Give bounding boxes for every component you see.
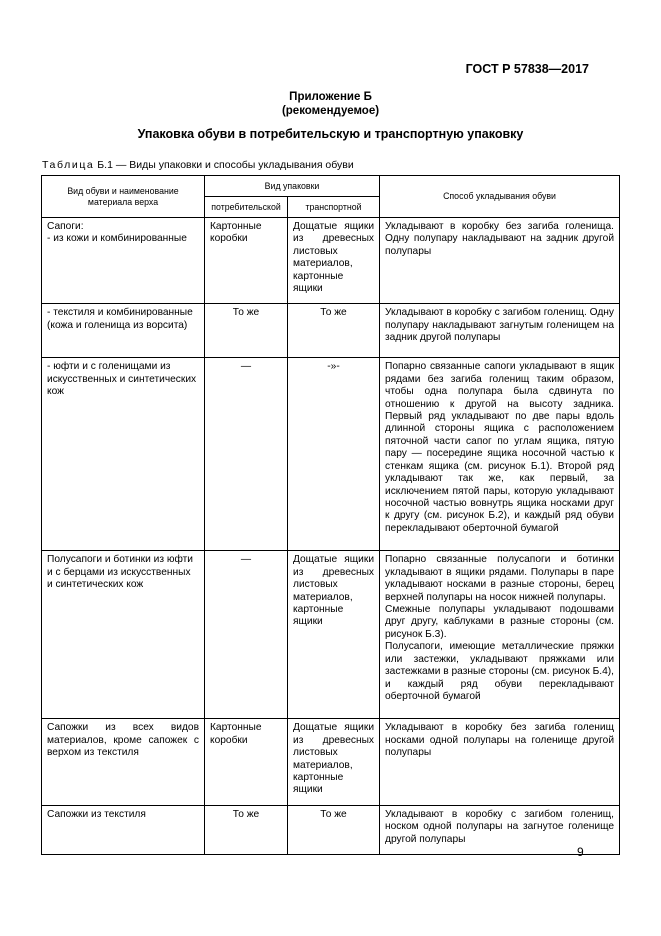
table-row bbox=[42, 719, 620, 805]
cell-transport: То же bbox=[288, 304, 380, 358]
table-row bbox=[42, 805, 620, 854]
cell-shoe-type: - юфти и с голенищами из искусственных и синтетических кож bbox=[42, 358, 205, 551]
table-caption bbox=[42, 159, 354, 171]
appendix-heading bbox=[0, 90, 661, 118]
cell-consumer: То же bbox=[205, 304, 288, 358]
table-row bbox=[42, 304, 620, 358]
header-method: Способ укладывания обуви bbox=[380, 176, 620, 218]
cell-consumer: Картонные коробки bbox=[205, 719, 288, 805]
table-caption-prefix: Таблица bbox=[42, 159, 95, 171]
cell-transport: -»- bbox=[288, 358, 380, 551]
packaging-table bbox=[41, 175, 620, 855]
appendix-status: (рекомендуемое) bbox=[281, 105, 380, 117]
header-shoe-type: Вид обуви и наименование материала верха bbox=[42, 176, 205, 218]
cell-method: Попарно связанные полусапоги и ботинки укладывают в ящики рядами. Полупары в паре укладывают носками в разные стороны, берец верхней полупары на носок нижней полупары. Смежные полупары укладывают подошвами друг другу, каблуками в разные стороны (см. рисунок Б.3). Полусапоги, имеющие металлические пряжки или застежки, укладывают пряжками или застежками в разные стороны (см. рисунок Б.4), и каждый ряд обуви перекладывают оберточной бумагой bbox=[380, 551, 620, 719]
cell-consumer: — bbox=[205, 358, 288, 551]
header-consumer: потребительской bbox=[205, 197, 288, 218]
table-caption-text: Б.1 — Виды упаковки и способы укладывания обуви bbox=[94, 159, 354, 171]
table-row bbox=[42, 551, 620, 719]
cell-transport: Дощатые ящики из древесных листовых материалов, картонные ящики bbox=[288, 719, 380, 805]
appendix-title: Приложение Б bbox=[289, 91, 372, 103]
cell-shoe-type: Сапожки из всех видов материалов, кроме сапожек с верхом из текстиля bbox=[42, 719, 205, 805]
cell-transport: Дощатые ящики из древесных листовых материалов, картонные ящики bbox=[288, 218, 380, 304]
page-number: 9 bbox=[577, 845, 584, 859]
cell-method: Укладывают в коробку с загибом голенищ, носком одной полупары на загнутое голенище другой полупары bbox=[380, 805, 620, 854]
cell-shoe-type: Сапоги: - из кожи и комбинированные bbox=[42, 218, 205, 304]
header-transport: транспортной bbox=[288, 197, 380, 218]
cell-method: Укладывают в коробку без загиба голенища. Одну полупару накладывают на задник другой полупары bbox=[380, 218, 620, 304]
table-row bbox=[42, 218, 620, 304]
cell-method: Попарно связанные сапоги укладывают в ящик рядами без загиба голенищ таким образом, чтобы одна полупара была сдвинута по отношению к другой на высоту задника. Первый ряд укладывают по две пары вдоль длинной стороны ящика с расположением пяточной части сапог по углам ящика, пятую пару — посередине ящика носочной частью к стенкам ящика (см. рисунок Б.1). Второй ряд укладывают так же, как первый, за исключением пятой пары, которую укладывают носочной частью вовнутрь ящика носками друг к другу (см. рисунок Б.2), и каждый ряд обуви перекладывают оберточной бумагой bbox=[380, 358, 620, 551]
cell-transport: Дощатые ящики из древесных листовых материалов, картонные ящики bbox=[288, 551, 380, 719]
cell-method: Укладывают в коробку без загиба голенищ носками одной полупары на голенище другой полупары bbox=[380, 719, 620, 805]
cell-transport: То же bbox=[288, 805, 380, 854]
page-title: Упаковка обуви в потребительскую и транспортную упаковку bbox=[137, 127, 524, 141]
cell-method: Укладывают в коробку с загибом голенищ. Одну полупару накладывают загнутым голенищем на задник другой полупары bbox=[380, 304, 620, 358]
cell-consumer: То же bbox=[205, 805, 288, 854]
cell-shoe-type: Полусапоги и ботинки из юфти и с берцами из искусственных и синтетических кож bbox=[42, 551, 205, 719]
cell-shoe-type: - текстиля и комбинированные (кожа и голенища из ворсита) bbox=[42, 304, 205, 358]
table-row bbox=[42, 358, 620, 551]
standard-number: ГОСТ Р 57838—2017 bbox=[465, 62, 589, 76]
header-packaging-type: Вид упаковки bbox=[205, 176, 380, 197]
cell-consumer: — bbox=[205, 551, 288, 719]
cell-consumer: Картонные коробки bbox=[205, 218, 288, 304]
cell-shoe-type: Сапожки из текстиля bbox=[42, 805, 205, 854]
